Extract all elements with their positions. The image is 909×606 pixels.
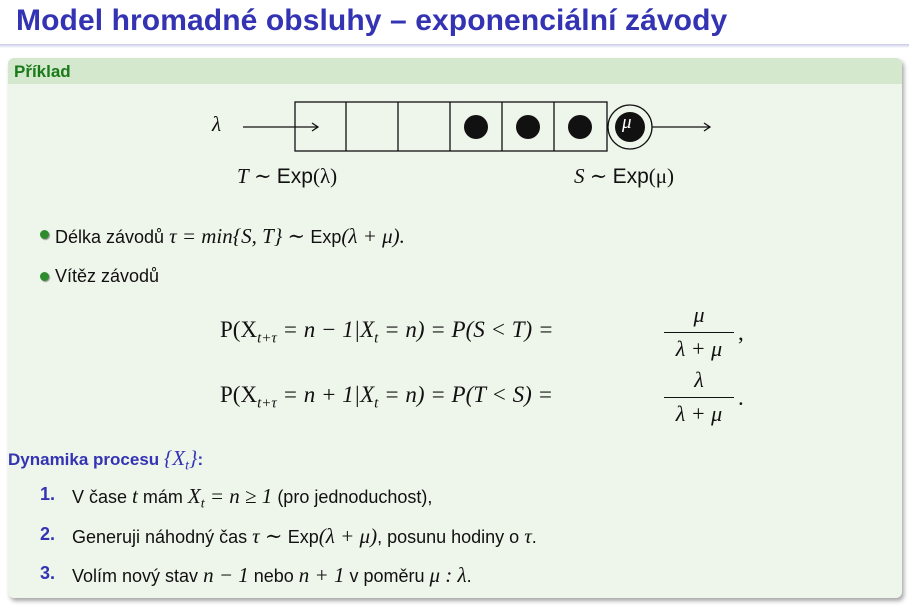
queue-graphic: [200, 92, 720, 162]
title-rule: [0, 44, 909, 48]
bullet-dot: [40, 272, 49, 281]
arrival-time-label: T ∼ Exp(λ): [237, 164, 338, 188]
example-block-title: Příklad: [14, 62, 71, 81]
step-3: 3. Volím nový stav n − 1 nebo n + 1 v poměru μ : λ.: [40, 563, 472, 587]
customer-token: [568, 115, 592, 139]
equation-up: $P(X_{t+\tau} = n + 1|X_t = n) = P(T < S)$ =: [220, 382, 554, 412]
queue-buffer: [295, 102, 607, 151]
step-1: 1. V čase t mám $X_t = n \ge 1$ (pro jednoduchost),: [40, 484, 433, 512]
equation-up-period: .: [738, 385, 744, 410]
bullet-dot: [40, 230, 49, 239]
arrival-rate-symbol: λ: [212, 112, 222, 136]
bullet-race-winner: Vítěz závodů: [55, 266, 159, 287]
bullet-race-length: Délka závodů τ = min{S, T} ∼ Exp(λ + μ).: [55, 224, 405, 249]
service-rate-symbol: μ: [622, 112, 632, 133]
equation-down: $P(X_{t+\tau} = n - 1|X_t = n) = P(S < T)$ =: [220, 317, 554, 347]
fraction-mu: μ λ + μ: [664, 302, 734, 362]
step-2: 2. Generuji náhodný čas τ ∼ Exp(λ + μ), posunu hodiny o τ.: [40, 524, 537, 548]
slide-title: Model hromadné obsluhy – exponenciální závody: [16, 4, 728, 37]
dynamics-heading: Dynamika procesu $\{X_t\}$:: [8, 446, 204, 474]
service-time-label: S ∼ Exp(μ): [574, 164, 675, 188]
customer-token: [516, 115, 540, 139]
equation-down-comma: ,: [738, 320, 744, 345]
customer-token: [464, 115, 488, 139]
example-block-header: [8, 58, 902, 84]
fraction-lambda: λ λ + μ: [664, 367, 734, 427]
